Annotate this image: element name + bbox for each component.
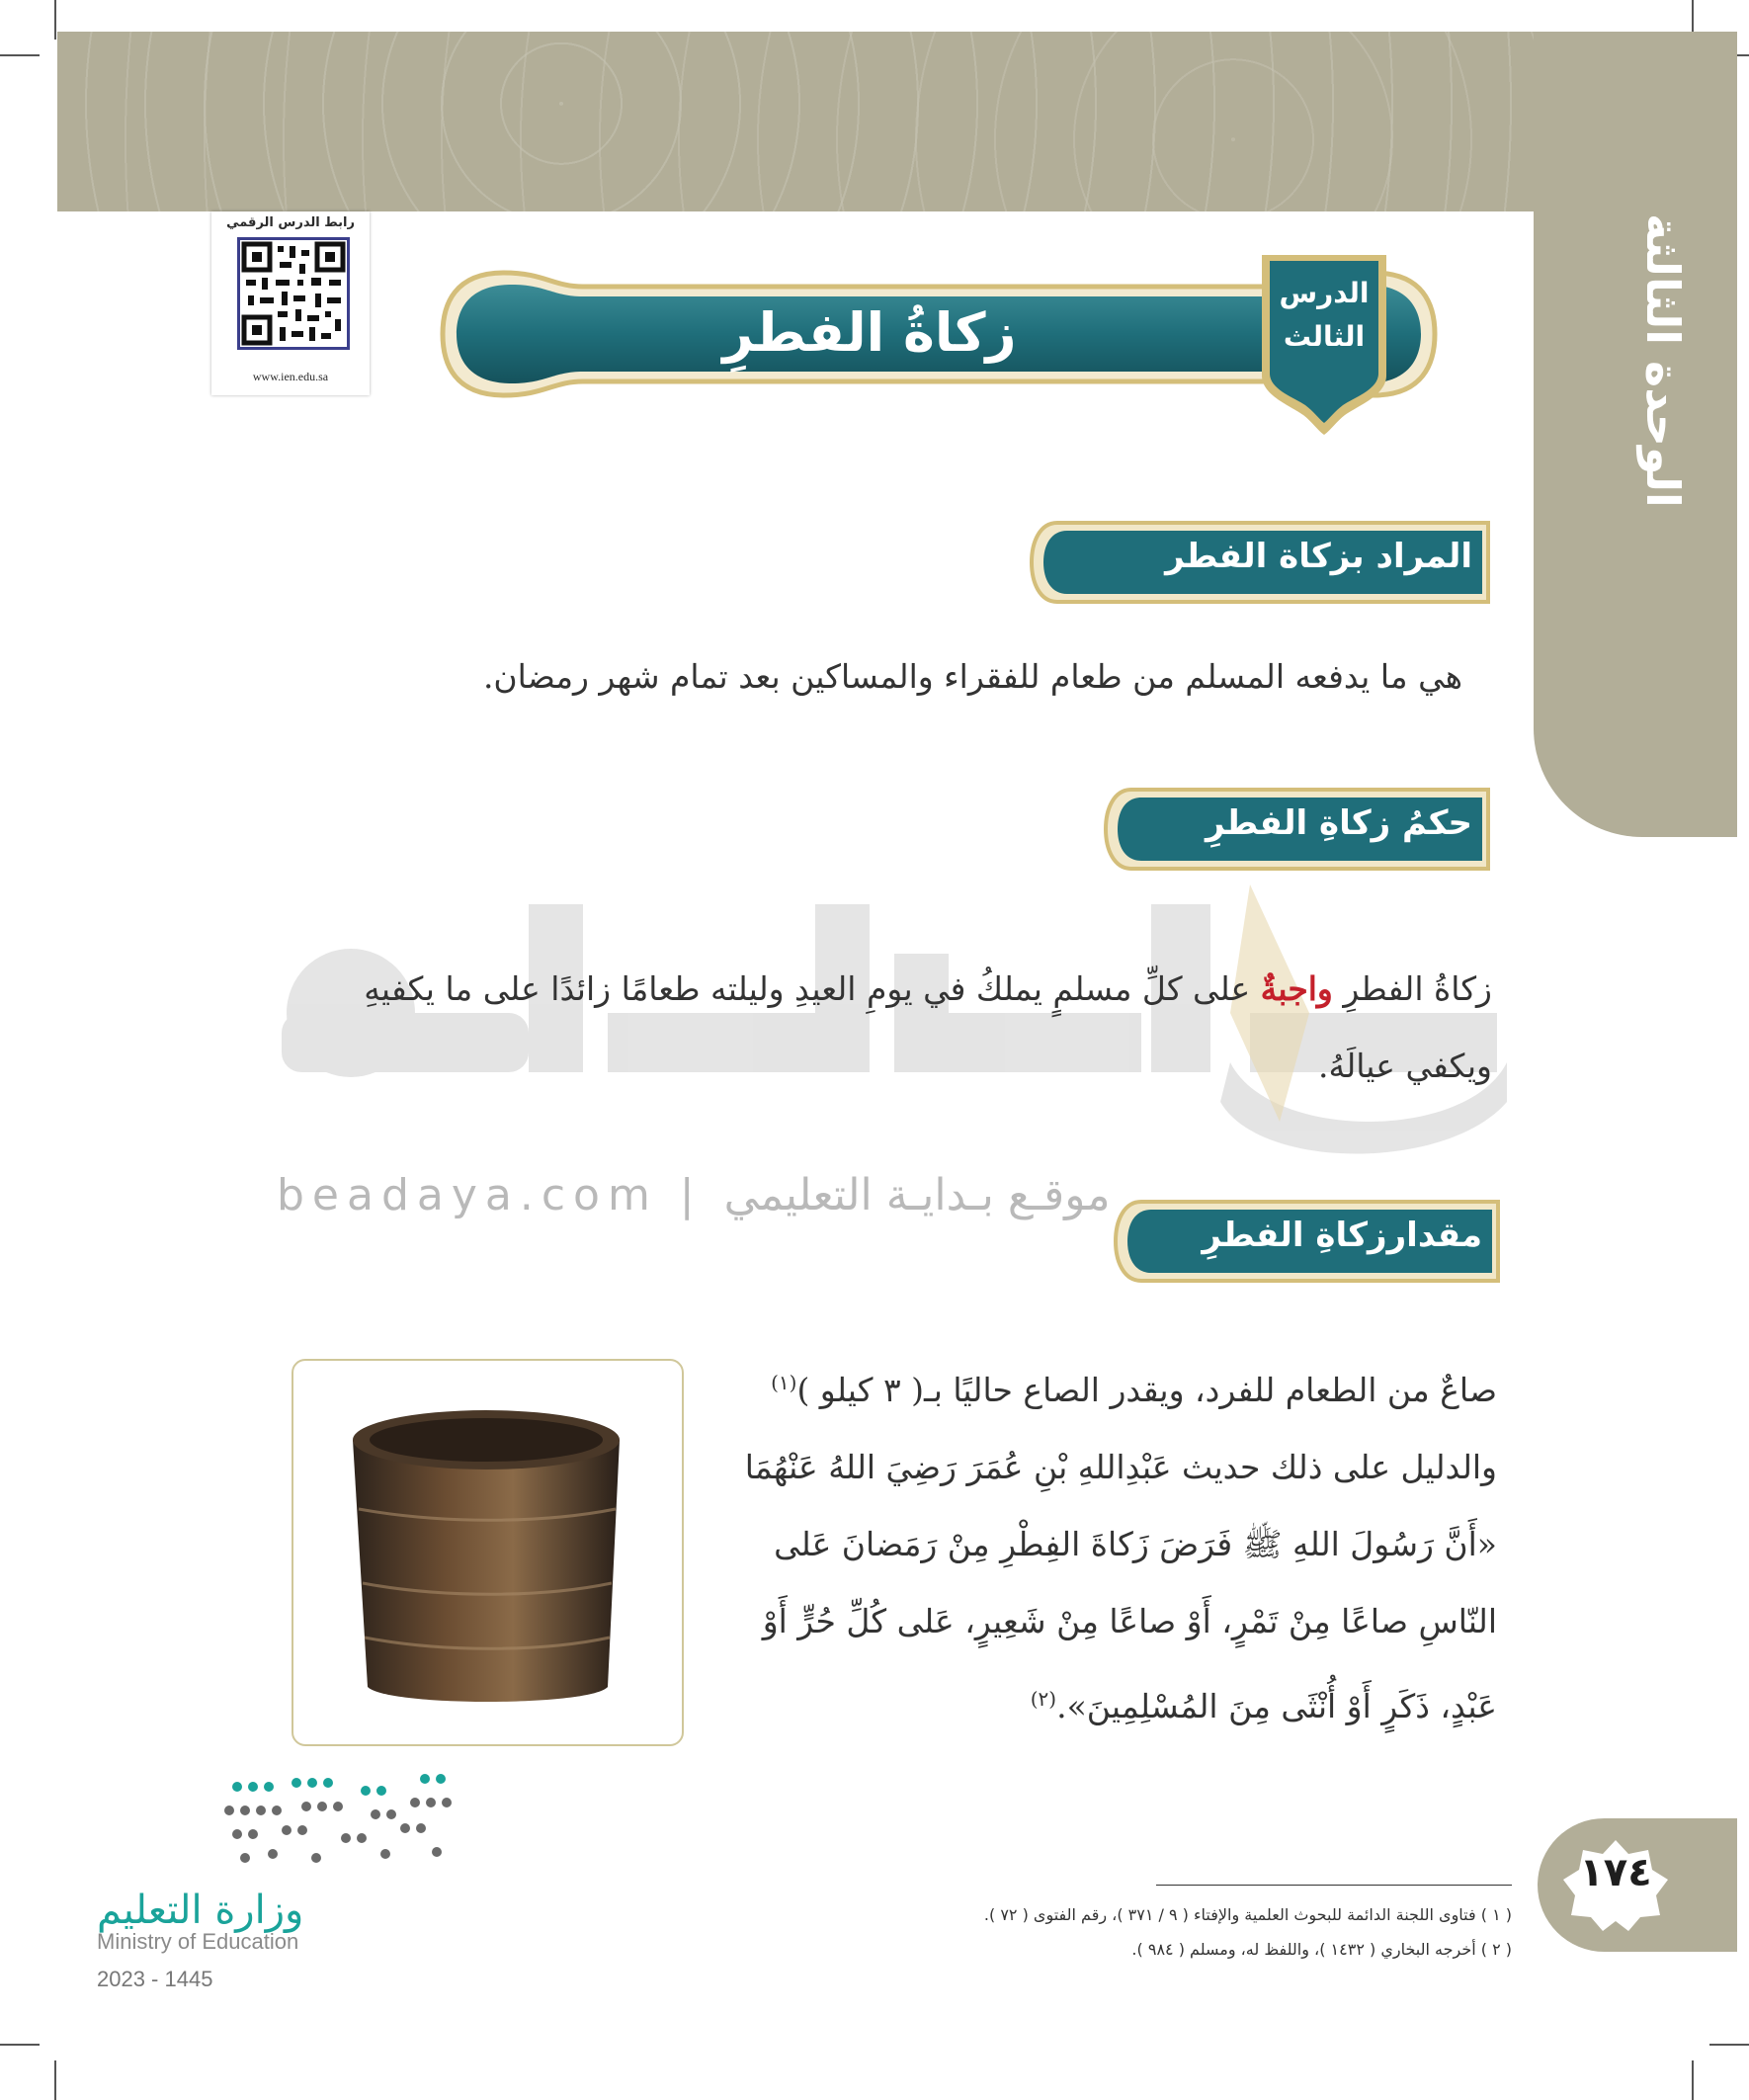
ministry-name-en: Ministry of Education — [97, 1929, 299, 1954]
lesson-tag-line2: الثالث — [1283, 320, 1366, 353]
ministry-logo-icon — [217, 1769, 464, 1888]
section-heading-bar — [1112, 1198, 1502, 1285]
qr-card[interactable] — [211, 211, 370, 395]
crop-mark — [54, 0, 56, 40]
qr-url[interactable]: www.ien.edu.sa — [252, 370, 329, 383]
crop-mark — [0, 2044, 40, 2046]
footnote: ( ٢ ) أخرجه البخاري ( ١٤٣٢ )، واللفظ له، ومسلم ( ٩٨٤ ). — [1131, 1940, 1512, 1959]
lesson-tag — [1250, 247, 1398, 440]
footnote-divider — [1156, 1885, 1512, 1886]
section-heading: المراد بزكاة الفطر — [1165, 537, 1472, 576]
body-text: زكاةُ الفطرِ — [1332, 969, 1492, 1008]
body-text: على كلِّ مسلمٍ يملكُ في يومِ العيدِ وليلته طعامًا زائدًا على ما يكفيهِ ويكفي عيالَهُ. — [364, 969, 1492, 1085]
vessel-photo — [292, 1359, 684, 1746]
section-heading-bar — [1102, 786, 1492, 873]
hadith-text: والدليل على ذلك حديث عَبْدِاللهِ بْنِ عُمَرَ رَضِيَ اللهُ عَنْهُمَا «أَنَّ رَسُولَ اللهِ ﷺ فَرَضَ زَكاةَ الفِطْرِ مِنْ رَمَضانَ عَلى النّاسِ صاعًا مِنْ تَمْرٍ، أَوْ صاعًا مِنْ شَعِيرٍ، عَلى كُلِّ حُرٍّ أَوْ عَبْدٍ، ذَكَرٍ أَوْ أُنْثَى مِنَ المُسْلِمِينَ». — [744, 1448, 1497, 1725]
body-text: صاعٌ من الطعام للفرد، ويقدر الصاع حاليًا بـ( ٣ كيلو ) — [796, 1371, 1497, 1409]
qr-code-icon[interactable] — [237, 237, 350, 350]
section-heading: مقدارزكاةِ الفطرِ — [1202, 1216, 1482, 1255]
highlight-word: واجبةٌ — [1260, 969, 1333, 1008]
section-body: هي ما يدفعه المسلم من طعام للفقراء والمساكين بعد تمام شهر رمضان. — [482, 657, 1462, 696]
page-number: ١٧٤ — [1579, 1850, 1652, 1895]
ministry-name-ar: وزارة التعليم — [97, 1888, 304, 1933]
unit-title: الوحدة الثالثة — [1636, 213, 1690, 508]
footnote-ref[interactable]: (١) — [771, 1371, 797, 1394]
crop-mark — [0, 54, 40, 56]
lesson-tag-line1: الدرس — [1279, 277, 1370, 309]
section-body — [277, 951, 1492, 1105]
crop-mark — [1692, 2060, 1694, 2100]
qr-label: رابط الدرس الرقمي — [226, 215, 355, 230]
section-body — [707, 1344, 1497, 1745]
section-heading-bar — [1028, 519, 1492, 606]
ministry-year: 2023 - 1445 — [97, 1967, 213, 1991]
lesson-title: زكاةُ الفطرِ — [722, 301, 1017, 364]
crop-mark — [54, 2060, 56, 2100]
header-band — [57, 32, 1737, 211]
watermark-caption: beadaya.com | موقـع بـدايـة التعليمي — [277, 1170, 1111, 1220]
footnote-ref[interactable]: (٢) — [1030, 1687, 1057, 1711]
footnote: ( ١ ) فتاوى اللجنة الدائمة للبحوث العلمية والإفتاء ( ٩ / ٣٧١ )، رقم الفتوى ( ٧٢ ). — [983, 1905, 1512, 1924]
section-heading: حكمُ زكاةِ الفطرِ — [1206, 803, 1472, 843]
crop-mark — [1709, 2044, 1749, 2046]
